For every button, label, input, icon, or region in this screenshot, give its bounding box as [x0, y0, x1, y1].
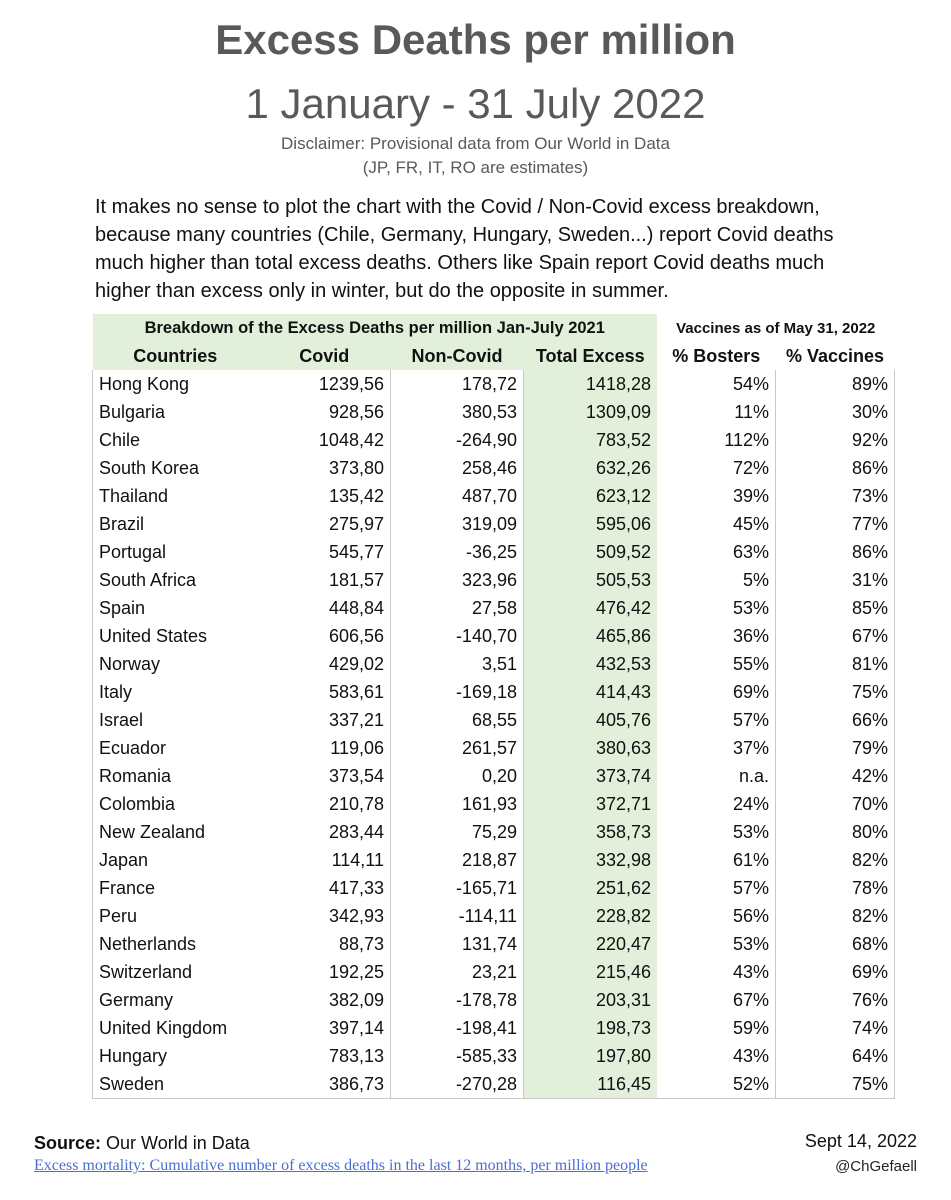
cell-vaccines: 85%: [776, 594, 895, 622]
cell-total-excess: 380,63: [524, 734, 658, 762]
cell-total-excess: 465,86: [524, 622, 658, 650]
table-row: [93, 1014, 895, 1042]
cell-non-covid: 161,93: [391, 790, 524, 818]
cell-vaccines: 42%: [776, 762, 895, 790]
cell-vaccines: 77%: [776, 510, 895, 538]
cell-country: Chile: [93, 426, 259, 454]
cell-boosters: 5%: [657, 566, 776, 594]
cell-boosters: 43%: [657, 1042, 776, 1070]
cell-total-excess: 116,45: [524, 1070, 658, 1099]
cell-country: Israel: [93, 706, 259, 734]
cell-non-covid: -114,11: [391, 902, 524, 930]
cell-country: Spain: [93, 594, 259, 622]
cell-boosters: 53%: [657, 818, 776, 846]
cell-non-covid: 75,29: [391, 818, 524, 846]
cell-total-excess: 332,98: [524, 846, 658, 874]
cell-total-excess: 215,46: [524, 958, 658, 986]
cell-non-covid: 23,21: [391, 958, 524, 986]
cell-country: New Zealand: [93, 818, 259, 846]
cell-country: Peru: [93, 902, 259, 930]
cell-boosters: 56%: [657, 902, 776, 930]
cell-vaccines: 69%: [776, 958, 895, 986]
table-row: [93, 426, 895, 454]
cell-non-covid: 178,72: [391, 370, 524, 398]
cell-country: Thailand: [93, 482, 259, 510]
cell-covid: 397,14: [258, 1014, 391, 1042]
cell-country: United Kingdom: [93, 1014, 259, 1042]
cell-total-excess: 783,52: [524, 426, 658, 454]
table-row: [93, 874, 895, 902]
cell-total-excess: 1309,09: [524, 398, 658, 426]
cell-country: Italy: [93, 678, 259, 706]
source-line: [34, 1133, 250, 1154]
cell-boosters: 59%: [657, 1014, 776, 1042]
column-header-boosters: % Bosters: [657, 342, 776, 370]
cell-covid: 135,42: [258, 482, 391, 510]
cell-vaccines: 82%: [776, 902, 895, 930]
cell-covid: 192,25: [258, 958, 391, 986]
cell-covid: 417,33: [258, 874, 391, 902]
source-text: Our World in Data: [106, 1133, 250, 1153]
table-row: [93, 1070, 895, 1099]
cell-vaccines: 81%: [776, 650, 895, 678]
table-row: [93, 818, 895, 846]
cell-non-covid: 68,55: [391, 706, 524, 734]
cell-country: South Africa: [93, 566, 259, 594]
cell-non-covid: -140,70: [391, 622, 524, 650]
cell-vaccines: 70%: [776, 790, 895, 818]
table-row: [93, 930, 895, 958]
intro-paragraph: [95, 193, 875, 305]
table-row: [93, 1042, 895, 1070]
cell-country: Hungary: [93, 1042, 259, 1070]
cell-boosters: 11%: [657, 398, 776, 426]
cell-covid: 114,11: [258, 846, 391, 874]
column-header-total-excess: Total Excess: [524, 342, 658, 370]
cell-covid: 545,77: [258, 538, 391, 566]
cell-total-excess: 595,06: [524, 510, 658, 538]
table-row: [93, 958, 895, 986]
table-row: [93, 762, 895, 790]
author-handle: @ChGefaell: [835, 1158, 917, 1175]
table-row: [93, 594, 895, 622]
page-title: Excess Deaths per million: [215, 16, 736, 63]
cell-non-covid: -36,25: [391, 538, 524, 566]
cell-non-covid: -585,33: [391, 1042, 524, 1070]
cell-covid: 373,80: [258, 454, 391, 482]
cell-country: Colombia: [93, 790, 259, 818]
cell-country: Brazil: [93, 510, 259, 538]
column-header-non-covid: Non-Covid: [391, 342, 524, 370]
cell-non-covid: -178,78: [391, 986, 524, 1014]
cell-non-covid: -169,18: [391, 678, 524, 706]
disclaimer-line-2: (JP, FR, IT, RO are estimates): [362, 158, 589, 177]
cell-country: Germany: [93, 986, 259, 1014]
cell-total-excess: 197,80: [524, 1042, 658, 1070]
cell-country: Switzerland: [93, 958, 259, 986]
disclaimer-line-1: Disclaimer: Provisional data from Our World in Data: [281, 134, 670, 153]
cell-total-excess: 509,52: [524, 538, 658, 566]
cell-non-covid: 0,20: [391, 762, 524, 790]
paragraph-line: higher than excess only in winter, but do the opposite in summer.: [95, 280, 669, 302]
cell-boosters: 37%: [657, 734, 776, 762]
cell-non-covid: 218,87: [391, 846, 524, 874]
source-link[interactable]: Excess mortality: Cumulative number of excess deaths in the last 12 months, per million people: [34, 1157, 648, 1174]
cell-covid: 928,56: [258, 398, 391, 426]
table-row: [93, 566, 895, 594]
table-row: [93, 706, 895, 734]
cell-total-excess: 228,82: [524, 902, 658, 930]
group-header-vaccines: Vaccines as of May 31, 2022: [657, 314, 895, 342]
cell-vaccines: 67%: [776, 622, 895, 650]
cell-non-covid: 323,96: [391, 566, 524, 594]
cell-covid: 429,02: [258, 650, 391, 678]
cell-country: South Korea: [93, 454, 259, 482]
cell-total-excess: 220,47: [524, 930, 658, 958]
cell-total-excess: 358,73: [524, 818, 658, 846]
cell-vaccines: 73%: [776, 482, 895, 510]
cell-country: Ecuador: [93, 734, 259, 762]
cell-boosters: 53%: [657, 594, 776, 622]
cell-country: Norway: [93, 650, 259, 678]
table-row: [93, 482, 895, 510]
cell-boosters: 54%: [657, 370, 776, 398]
cell-non-covid: -198,41: [391, 1014, 524, 1042]
page-subtitle: 1 January - 31 July 2022: [245, 80, 706, 127]
cell-non-covid: 380,53: [391, 398, 524, 426]
cell-vaccines: 79%: [776, 734, 895, 762]
cell-boosters: 36%: [657, 622, 776, 650]
cell-country: Sweden: [93, 1070, 259, 1099]
paragraph-line: It makes no sense to plot the chart with the Covid / Non-Covid excess breakdown,: [95, 196, 820, 218]
cell-boosters: 39%: [657, 482, 776, 510]
column-header-countries: Countries: [93, 342, 259, 370]
cell-covid: 783,13: [258, 1042, 391, 1070]
cell-vaccines: 75%: [776, 1070, 895, 1099]
cell-vaccines: 30%: [776, 398, 895, 426]
cell-boosters: n.a.: [657, 762, 776, 790]
cell-non-covid: 27,58: [391, 594, 524, 622]
column-header-vaccines: % Vaccines: [776, 342, 895, 370]
table-row: [93, 398, 895, 426]
cell-vaccines: 76%: [776, 986, 895, 1014]
cell-vaccines: 82%: [776, 846, 895, 874]
cell-vaccines: 75%: [776, 678, 895, 706]
cell-boosters: 53%: [657, 930, 776, 958]
cell-total-excess: 432,53: [524, 650, 658, 678]
table-row: [93, 902, 895, 930]
excess-deaths-table: [92, 314, 895, 1099]
cell-boosters: 57%: [657, 706, 776, 734]
cell-vaccines: 86%: [776, 454, 895, 482]
cell-vaccines: 86%: [776, 538, 895, 566]
cell-boosters: 112%: [657, 426, 776, 454]
publish-date: Sept 14, 2022: [804, 1131, 917, 1151]
cell-country: Netherlands: [93, 930, 259, 958]
source-label: Source:: [34, 1133, 102, 1153]
cell-covid: 275,97: [258, 510, 391, 538]
cell-vaccines: 92%: [776, 426, 895, 454]
table-row: [93, 510, 895, 538]
cell-boosters: 57%: [657, 874, 776, 902]
cell-vaccines: 78%: [776, 874, 895, 902]
table-row: [93, 538, 895, 566]
column-header-covid: Covid: [258, 342, 391, 370]
cell-boosters: 61%: [657, 846, 776, 874]
cell-covid: 1239,56: [258, 370, 391, 398]
cell-country: Bulgaria: [93, 398, 259, 426]
table-row: [93, 370, 895, 398]
cell-boosters: 43%: [657, 958, 776, 986]
cell-covid: 386,73: [258, 1070, 391, 1099]
cell-non-covid: 3,51: [391, 650, 524, 678]
cell-total-excess: 632,26: [524, 454, 658, 482]
cell-vaccines: 31%: [776, 566, 895, 594]
cell-total-excess: 198,73: [524, 1014, 658, 1042]
cell-non-covid: 487,70: [391, 482, 524, 510]
cell-boosters: 72%: [657, 454, 776, 482]
table-row: [93, 790, 895, 818]
cell-vaccines: 74%: [776, 1014, 895, 1042]
cell-country: Japan: [93, 846, 259, 874]
cell-total-excess: 373,74: [524, 762, 658, 790]
cell-covid: 119,06: [258, 734, 391, 762]
cell-total-excess: 623,12: [524, 482, 658, 510]
table-body: [93, 370, 895, 1099]
cell-boosters: 63%: [657, 538, 776, 566]
cell-vaccines: 80%: [776, 818, 895, 846]
cell-total-excess: 203,31: [524, 986, 658, 1014]
table-row: [93, 454, 895, 482]
table-row: [93, 678, 895, 706]
cell-vaccines: 68%: [776, 930, 895, 958]
paragraph-line: because many countries (Chile, Germany, Hungary, Sweden...) report Covid deaths: [95, 224, 834, 246]
cell-non-covid: 261,57: [391, 734, 524, 762]
cell-non-covid: -264,90: [391, 426, 524, 454]
cell-boosters: 67%: [657, 986, 776, 1014]
cell-covid: 342,93: [258, 902, 391, 930]
cell-vaccines: 66%: [776, 706, 895, 734]
cell-total-excess: 251,62: [524, 874, 658, 902]
table-row: [93, 986, 895, 1014]
cell-boosters: 45%: [657, 510, 776, 538]
cell-country: United States: [93, 622, 259, 650]
cell-covid: 210,78: [258, 790, 391, 818]
cell-country: France: [93, 874, 259, 902]
cell-non-covid: 319,09: [391, 510, 524, 538]
cell-covid: 1048,42: [258, 426, 391, 454]
cell-boosters: 69%: [657, 678, 776, 706]
cell-country: Hong Kong: [93, 370, 259, 398]
cell-total-excess: 372,71: [524, 790, 658, 818]
cell-total-excess: 476,42: [524, 594, 658, 622]
table-row: [93, 846, 895, 874]
cell-country: Romania: [93, 762, 259, 790]
cell-covid: 448,84: [258, 594, 391, 622]
cell-boosters: 55%: [657, 650, 776, 678]
cell-total-excess: 1418,28: [524, 370, 658, 398]
cell-country: Portugal: [93, 538, 259, 566]
paragraph-line: much higher than total excess deaths. Others like Spain report Covid deaths much: [95, 252, 825, 274]
cell-non-covid: -270,28: [391, 1070, 524, 1099]
table-row: [93, 650, 895, 678]
cell-non-covid: 131,74: [391, 930, 524, 958]
cell-boosters: 52%: [657, 1070, 776, 1099]
cell-covid: 373,54: [258, 762, 391, 790]
cell-covid: 337,21: [258, 706, 391, 734]
cell-covid: 606,56: [258, 622, 391, 650]
cell-total-excess: 405,76: [524, 706, 658, 734]
cell-covid: 283,44: [258, 818, 391, 846]
cell-covid: 181,57: [258, 566, 391, 594]
cell-covid: 382,09: [258, 986, 391, 1014]
cell-vaccines: 64%: [776, 1042, 895, 1070]
cell-covid: 583,61: [258, 678, 391, 706]
cell-covid: 88,73: [258, 930, 391, 958]
cell-vaccines: 89%: [776, 370, 895, 398]
cell-total-excess: 414,43: [524, 678, 658, 706]
table-row: [93, 734, 895, 762]
table-row: [93, 622, 895, 650]
group-header-breakdown: Breakdown of the Excess Deaths per million Jan-July 2021: [93, 314, 658, 342]
cell-non-covid: 258,46: [391, 454, 524, 482]
cell-non-covid: -165,71: [391, 874, 524, 902]
cell-boosters: 24%: [657, 790, 776, 818]
cell-total-excess: 505,53: [524, 566, 658, 594]
